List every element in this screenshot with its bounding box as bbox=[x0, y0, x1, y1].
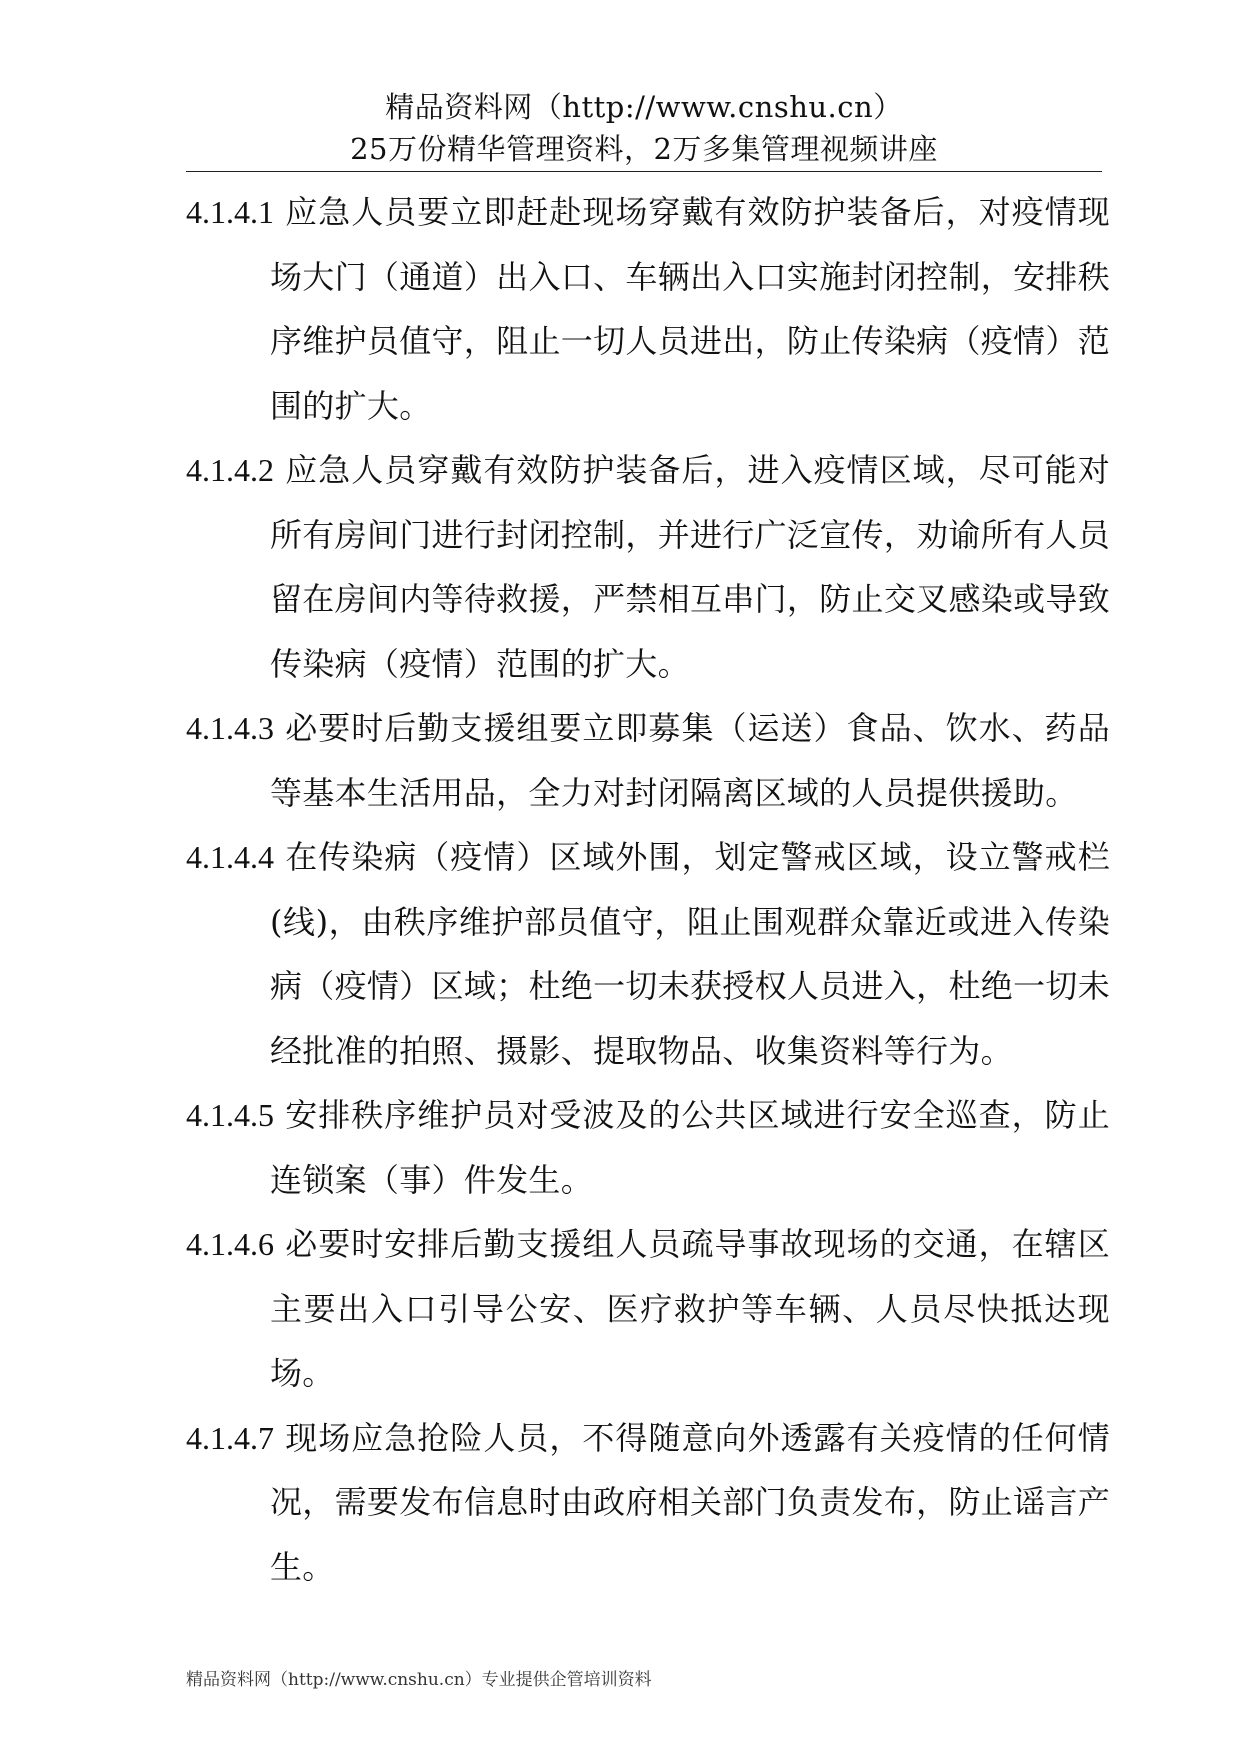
paragraph-number: 4.1.4.2 bbox=[186, 452, 274, 488]
page-header bbox=[186, 86, 1102, 170]
paragraph-text: 安排秩序维护员对受波及的公共区域进行安全巡查，防止连锁案（事）件发生。 bbox=[270, 1096, 1110, 1199]
paragraph-4-1-4-1 bbox=[186, 180, 1110, 438]
paragraph-number: 4.1.4.5 bbox=[186, 1097, 274, 1133]
paragraph-text: 在传染病（疫情）区域外围，划定警戒区域，设立警戒栏(线)，由秩序维护部员值守，阻止围观群众靠近或进入传染病（疫情）区域；杜绝一切未获授权人员进入，杜绝一切未经批准的拍照、摄影、提取物品、收集资料等行为。 bbox=[270, 838, 1110, 1070]
paragraph-text: 必要时后勤支援组要立即募集（运送）食品、饮水、药品等基本生活用品，全力对封闭隔离区域的人员提供援助。 bbox=[270, 709, 1110, 812]
paragraph-4-1-4-4 bbox=[186, 825, 1110, 1083]
paragraph-number: 4.1.4.6 bbox=[186, 1226, 274, 1262]
header-site-line: 精品资料网（http://www.cnshu.cn） bbox=[385, 90, 903, 124]
paragraph-number: 4.1.4.3 bbox=[186, 710, 274, 746]
paragraph-number: 4.1.4.7 bbox=[186, 1419, 274, 1456]
paragraph-4-1-4-2 bbox=[186, 438, 1110, 696]
header-divider bbox=[186, 171, 1102, 172]
document-body bbox=[186, 180, 1110, 1599]
paragraph-4-1-4-5 bbox=[186, 1083, 1110, 1212]
paragraph-text: 应急人员要立即赶赴现场穿戴有效防护装备后，对疫情现场大门（通道）出入口、车辆出入口实施封闭控制，安排秩序维护员值守，阻止一切人员进出，防止传染病（疫情）范围的扩大。 bbox=[270, 193, 1110, 425]
paragraph-text: 必要时安排后勤支援组人员疏导事故现场的交通，在辖区主要出入口引导公安、医疗救护等车辆、人员尽快抵达现场。 bbox=[270, 1225, 1110, 1392]
paragraph-text: 现场应急抢险人员，不得随意向外透露有关疫情的任何情况，需要发布信息时由政府相关部门负责发布，防止谣言产生。 bbox=[270, 1418, 1110, 1586]
paragraph-text: 应急人员穿戴有效防护装备后，进入疫情区域，尽可能对所有房间门进行封闭控制，并进行广泛宣传，劝谕所有人员留在房间内等待救援，严禁相互串门，防止交叉感染或导致传染病（疫情）范围的扩大。 bbox=[270, 451, 1110, 683]
paragraph-number: 4.1.4.4 bbox=[186, 839, 274, 875]
paragraph-4-1-4-3 bbox=[186, 696, 1110, 825]
paragraph-4-1-4-6 bbox=[186, 1212, 1110, 1406]
header-tagline: 25万份精华管理资料，2万多集管理视频讲座 bbox=[350, 132, 938, 166]
page-footer: 精品资料网（http://www.cnshu.cn）专业提供企管培训资料 bbox=[186, 1670, 652, 1690]
paragraph-number: 4.1.4.1 bbox=[186, 194, 274, 230]
paragraph-4-1-4-7 bbox=[186, 1406, 1110, 1600]
